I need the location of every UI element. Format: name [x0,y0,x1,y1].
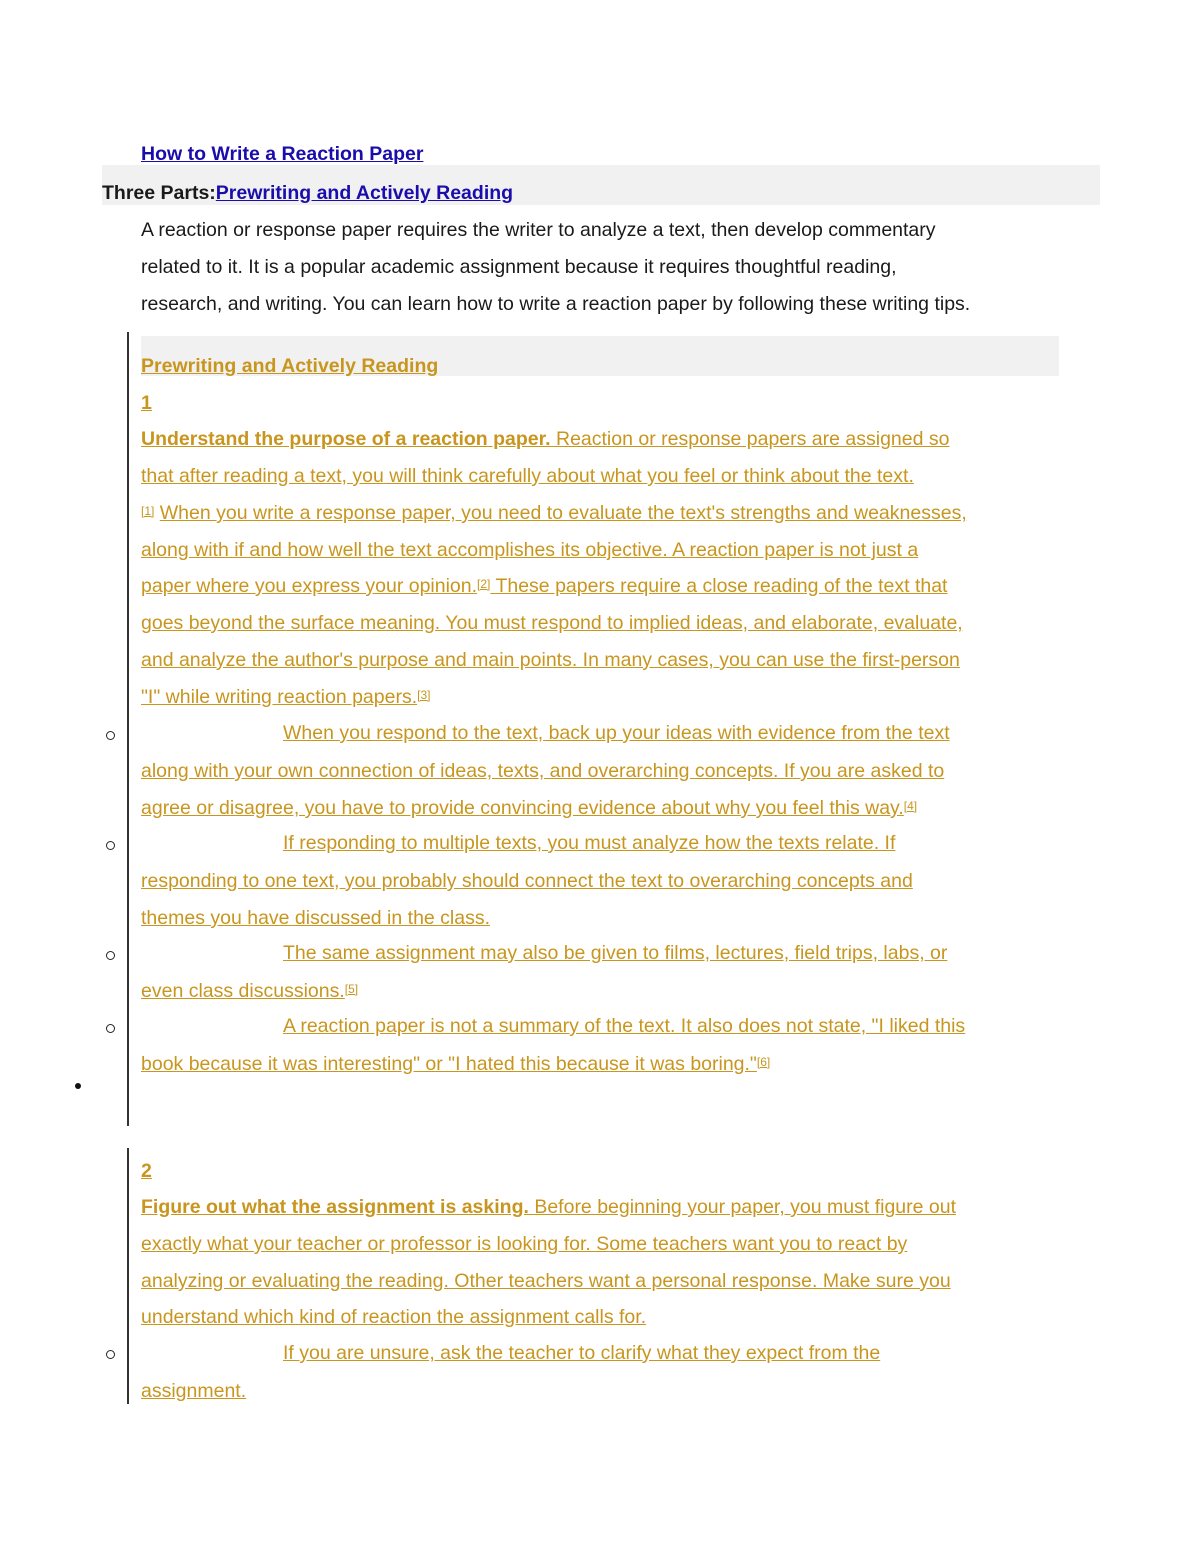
bullet-circle-icon [106,841,115,850]
bullet-text[interactable]: book because it was interesting" or "I hated this because it was boring." [141,1053,757,1075]
bullet-text[interactable]: responding to one text, you probably should connect the text to overarching concepts and [141,870,913,892]
footnote-ref[interactable]: [5] [344,982,359,996]
step-2-text[interactable]: understand which kind of reaction the assignment calls for. [141,1306,647,1328]
step-2-heading[interactable]: Figure out what the assignment is asking. [141,1196,529,1218]
bullet-text[interactable]: agree or disagree, you have to provide convincing evidence about why you feel this way. [141,797,904,819]
step-1-text[interactable]: and analyze the author's purpose and main points. In many cases, you can use the first-person [141,649,960,671]
step-2-number[interactable]: 2 [141,1160,152,1182]
bullet-circle-icon [106,1350,115,1359]
step-1-heading[interactable]: Understand the purpose of a reaction paper. [141,428,551,450]
step-2-text[interactable]: exactly what your teacher or professor is looking for. Some teachers want you to react by [141,1233,908,1255]
three-parts-label: Three Parts: [102,182,216,204]
step-1-number[interactable]: 1 [141,392,152,414]
section-rule-1 [127,332,129,1126]
step-1-text[interactable]: When you write a response paper, you need to evaluate the text's strengths and weaknesses, [159,502,967,524]
footnote-ref[interactable]: [4] [903,799,918,813]
step-1-text[interactable]: These papers require a close reading of the text that [490,575,948,597]
step-1-text[interactable]: "I" while writing reaction papers. [141,686,418,708]
bullet-circle-icon [106,731,115,740]
bullet-circle-icon [106,1024,115,1033]
step-1-text[interactable]: paper where you express your opinion. [141,575,478,597]
bullet-text[interactable]: even class discussions. [141,980,345,1002]
section-heading[interactable]: Prewriting and Actively Reading [141,355,439,377]
step-2-text[interactable]: Before beginning your paper, you must figure out [528,1196,957,1218]
step-1-text[interactable]: that after reading a text, you will think carefully about what you feel or think about the text. [141,465,914,487]
section-rule-2 [127,1148,129,1404]
footnote-ref[interactable]: [1] [141,504,155,518]
intro-line-2: related to it. It is a popular academic assignment because it requires thoughtful reading, [141,256,897,278]
intro-line-3: research, and writing. You can learn how to write a reaction paper by following these writing tips. [141,293,971,315]
bullet-text[interactable]: along with your own connection of ideas, texts, and overarching concepts. If you are asked to [141,760,945,782]
bullet-dot-icon [75,1083,81,1089]
step-1-text[interactable]: Reaction or response papers are assigned so [550,428,950,450]
bullet-text[interactable]: A reaction paper is not a summary of the text. It also does not state, "I liked this [283,1015,966,1037]
step-2-text[interactable]: analyzing or evaluating the reading. Other teachers want a personal response. Make sure you [141,1270,951,1292]
footnote-ref[interactable]: [2] [477,577,491,591]
step-1-text[interactable]: goes beyond the surface meaning. You must respond to implied ideas, and elaborate, evaluate, [141,612,963,634]
footnote-ref[interactable]: [6] [756,1055,771,1069]
bullet-circle-icon [106,951,115,960]
bullet-text[interactable]: assignment. [141,1380,247,1402]
step-1-text[interactable]: along with if and how well the text accomplishes its objective. A reaction paper is not just a [141,539,919,561]
bullet-text[interactable]: themes you have discussed in the class. [141,907,491,929]
bullet-text[interactable]: The same assignment may also be given to films, lectures, field trips, labs, or [283,942,948,964]
three-parts-link[interactable]: Prewriting and Actively Reading [215,182,514,204]
bullet-text[interactable]: When you respond to the text, back up your ideas with evidence from the text [283,722,950,744]
intro-line-1: A reaction or response paper requires the writer to analyze a text, then develop commentary [141,219,936,241]
bullet-text[interactable]: If you are unsure, ask the teacher to clarify what they expect from the [283,1342,881,1364]
footnote-ref[interactable]: [3] [417,688,431,702]
doc-title-link[interactable]: How to Write a Reaction Paper [141,143,424,165]
bullet-text[interactable]: If responding to multiple texts, you must analyze how the texts relate. If [283,832,896,854]
